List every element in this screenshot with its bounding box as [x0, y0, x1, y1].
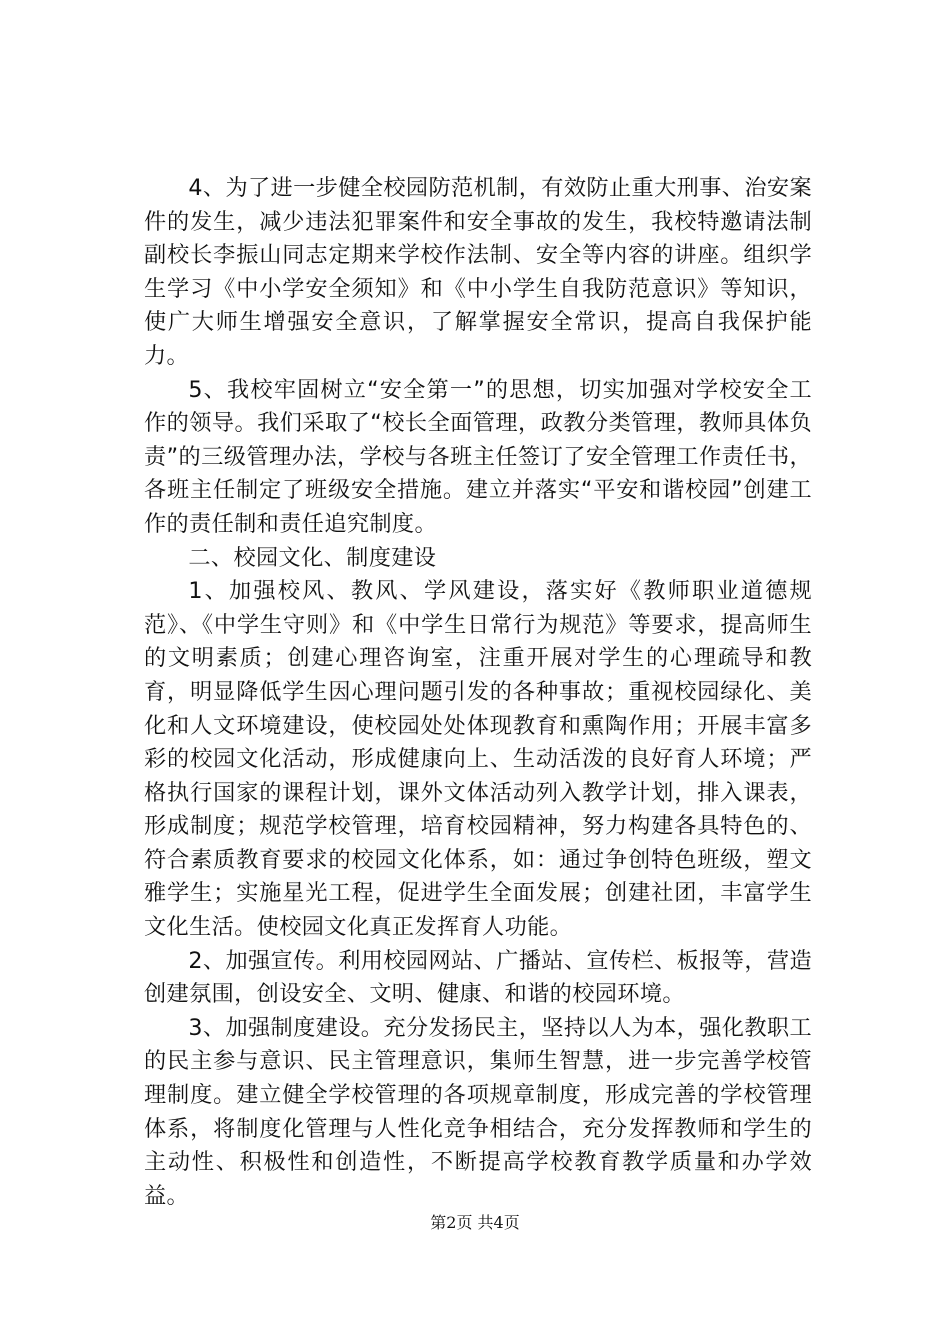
- paragraph-item-5: 5、我校牢固树立“安全第一”的思想，切实加强对学校安全工作的领导。我们采取了“校长全面管理，政教分类管理，教师具体负责”的三级管理办法，学校与各班主任签订了安全管理工作责任书，各班主任制定了班级安全措施。建立并落实“平安和谐校园”创建工作的责任制和责任追究制度。: [144, 376, 812, 537]
- paragraph-item-3: 3、加强制度建设。充分发扬民主，坚持以人为本，强化教职工的民主参与意识、民主管理意识，集师生智慧，进一步完善学校管理制度。建立健全学校管理的各项规章制度，形成完善的学校管理体系，将制度化管理与人性化竞争相结合，充分发挥教师和学生的主动性、积极性和创造性，不断提高学校教育教学质量和办学效益。: [144, 1014, 812, 1209]
- document-body: [144, 172, 812, 1213]
- section-heading: 二、校园文化、制度建设: [188, 544, 437, 571]
- paragraph-item-2: 2、加强宣传。利用校园网站、广播站、宣传栏、板报等，营造创建氛围，创设安全、文明、健康、和谐的校园环境。: [144, 947, 812, 1008]
- paragraph-item-4: 4、为了进一步健全校园防范机制，有效防止重大刑事、治安案件的发生，减少违法犯罪案件和安全事故的发生，我校特邀请法制副校长李振山同志定期来学校作法制、安全等内容的讲座。组织学生学习《中小学安全须知》和《中小学生自我防范意识》等知识，使广大师生增强安全意识，了解掌握安全常识，提高自我保护能力。: [144, 175, 812, 369]
- paragraph-item-1: 1、加强校风、教风、学风建设，落实好《教师职业道德规范》、《中学生守则》和《中学生日常行为规范》等要求，提高师生的文明素质；创建心理咨询室，注重开展对学生的心理疏导和教育，明显降低学生因心理问题引发的各种事故；重视校园绿化、美化和人文环境建设，使校园处处体现教育和熏陶作用；开展丰富多彩的校园文化活动，形成健康向上、生动活泼的良好育人环境；严格执行国家的课程计划，课外文体活动列入教学计划，排入课表，形成制度；规范学校管理，培育校园精神，努力构建各具特色的、符合素质教育要求的校园文化体系，如：通过争创特色班级，塑文雅学生；实施星光工程，促进学生全面发展；创建社团，丰富学生文化生活。使校园文化真正发挥育人功能。: [144, 578, 812, 941]
- page-footer: 第2页 共4页: [430, 1213, 520, 1232]
